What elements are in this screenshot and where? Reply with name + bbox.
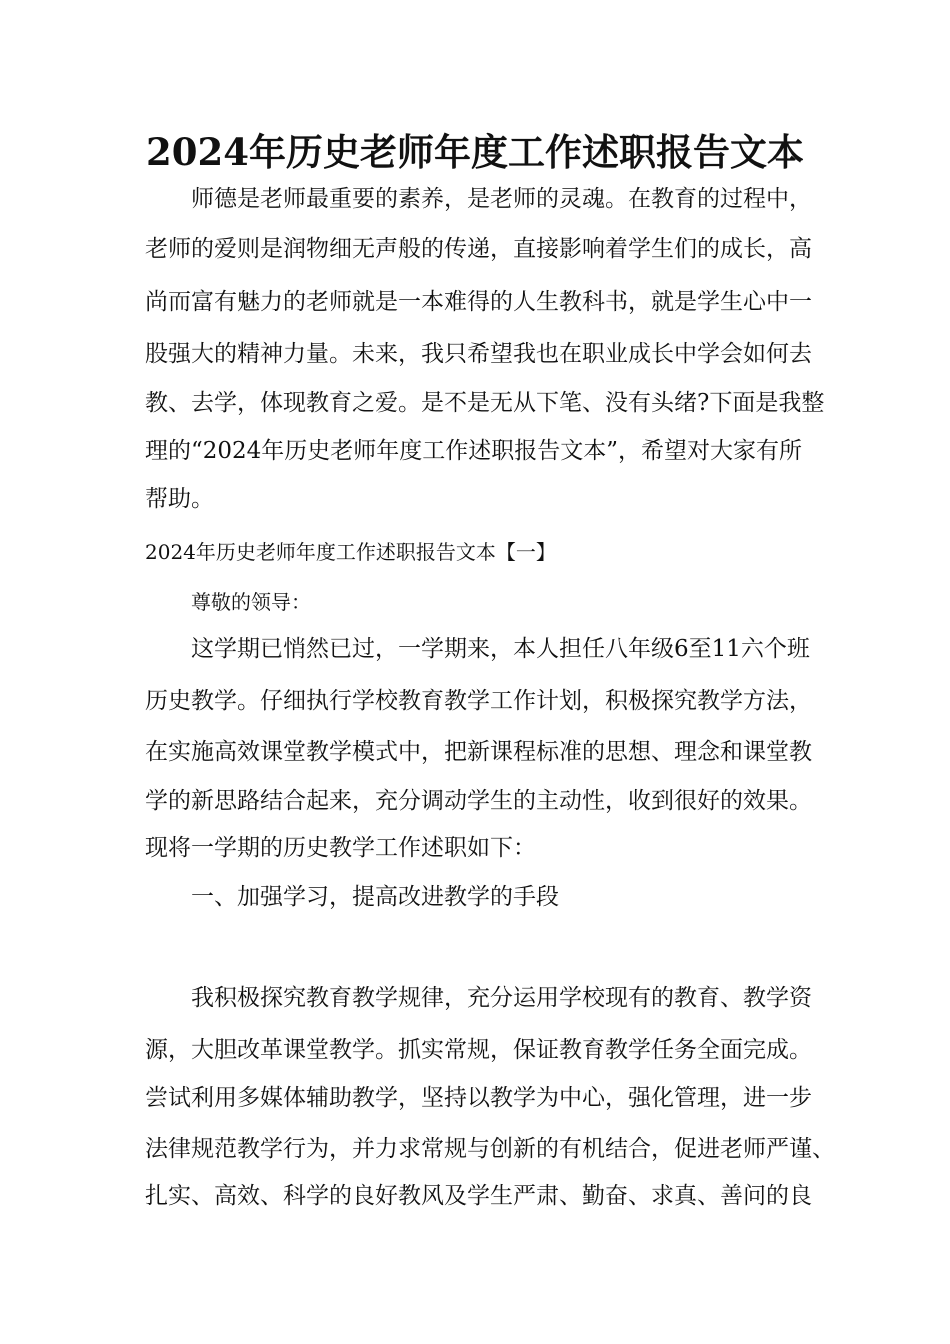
intro-line: 师德是老师最重要的素养，是老师的灵魂。在教育的过程中， [191, 186, 812, 212]
intro-line: 股强大的精神力量。未来，我只希望我也在职业成长中学会如何去 [145, 341, 812, 367]
para2-line: 法律规范教学行为，并力求常规与创新的有机结合，促进老师严谨、 [145, 1136, 835, 1162]
section-heading: 2024年历史老师年度工作述职报告文本【一】 [145, 540, 556, 564]
intro-line: 帮助。 [145, 486, 214, 512]
intro-line: 尚而富有魅力的老师就是一本难得的人生教科书，就是学生心中一 [145, 289, 812, 315]
para1-line: 历史教学。仔细执行学校教育教学工作计划，积极探究教学方法， [145, 688, 812, 714]
para1-line: 现将一学期的历史教学工作述职如下： [145, 835, 536, 861]
para1-line: 这学期已悄然已过，一学期来，本人担任八年级6至11六个班 [191, 636, 810, 662]
intro-line: 教、去学，体现教育之爱。是不是无从下笔、没有头绪?下面是我整 [145, 390, 825, 416]
para1-line: 在实施高效课堂教学模式中，把新课程标准的思想、理念和课堂教 [145, 739, 812, 765]
subheading: 一、加强学习，提高改进教学的手段 [191, 884, 559, 910]
document-title: 2024年历史老师年度工作述职报告文本 [146, 130, 804, 174]
para2-line: 尝试利用多媒体辅助教学，坚持以教学为中心，强化管理，进一步 [145, 1085, 812, 1111]
intro-line: 老师的爱则是润物细无声般的传递，直接影响着学生们的成长，高 [145, 236, 812, 262]
para1-line: 学的新思路结合起来，充分调动学生的主动性，收到很好的效果。 [145, 788, 812, 814]
salutation: 尊敬的领导： [191, 590, 311, 614]
para2-line: 我积极探究教育教学规律，充分运用学校现有的教育、教学资 [191, 985, 812, 1011]
intro-line: 理的“2024年历史老师年度工作述职报告文本”，希望对大家有所 [145, 438, 803, 464]
para2-line: 源，大胆改革课堂教学。抓实常规，保证教育教学任务全面完成。 [145, 1037, 812, 1063]
para2-line: 扎实、高效、科学的良好教风及学生严肃、勤奋、求真、善问的良 [145, 1183, 812, 1209]
